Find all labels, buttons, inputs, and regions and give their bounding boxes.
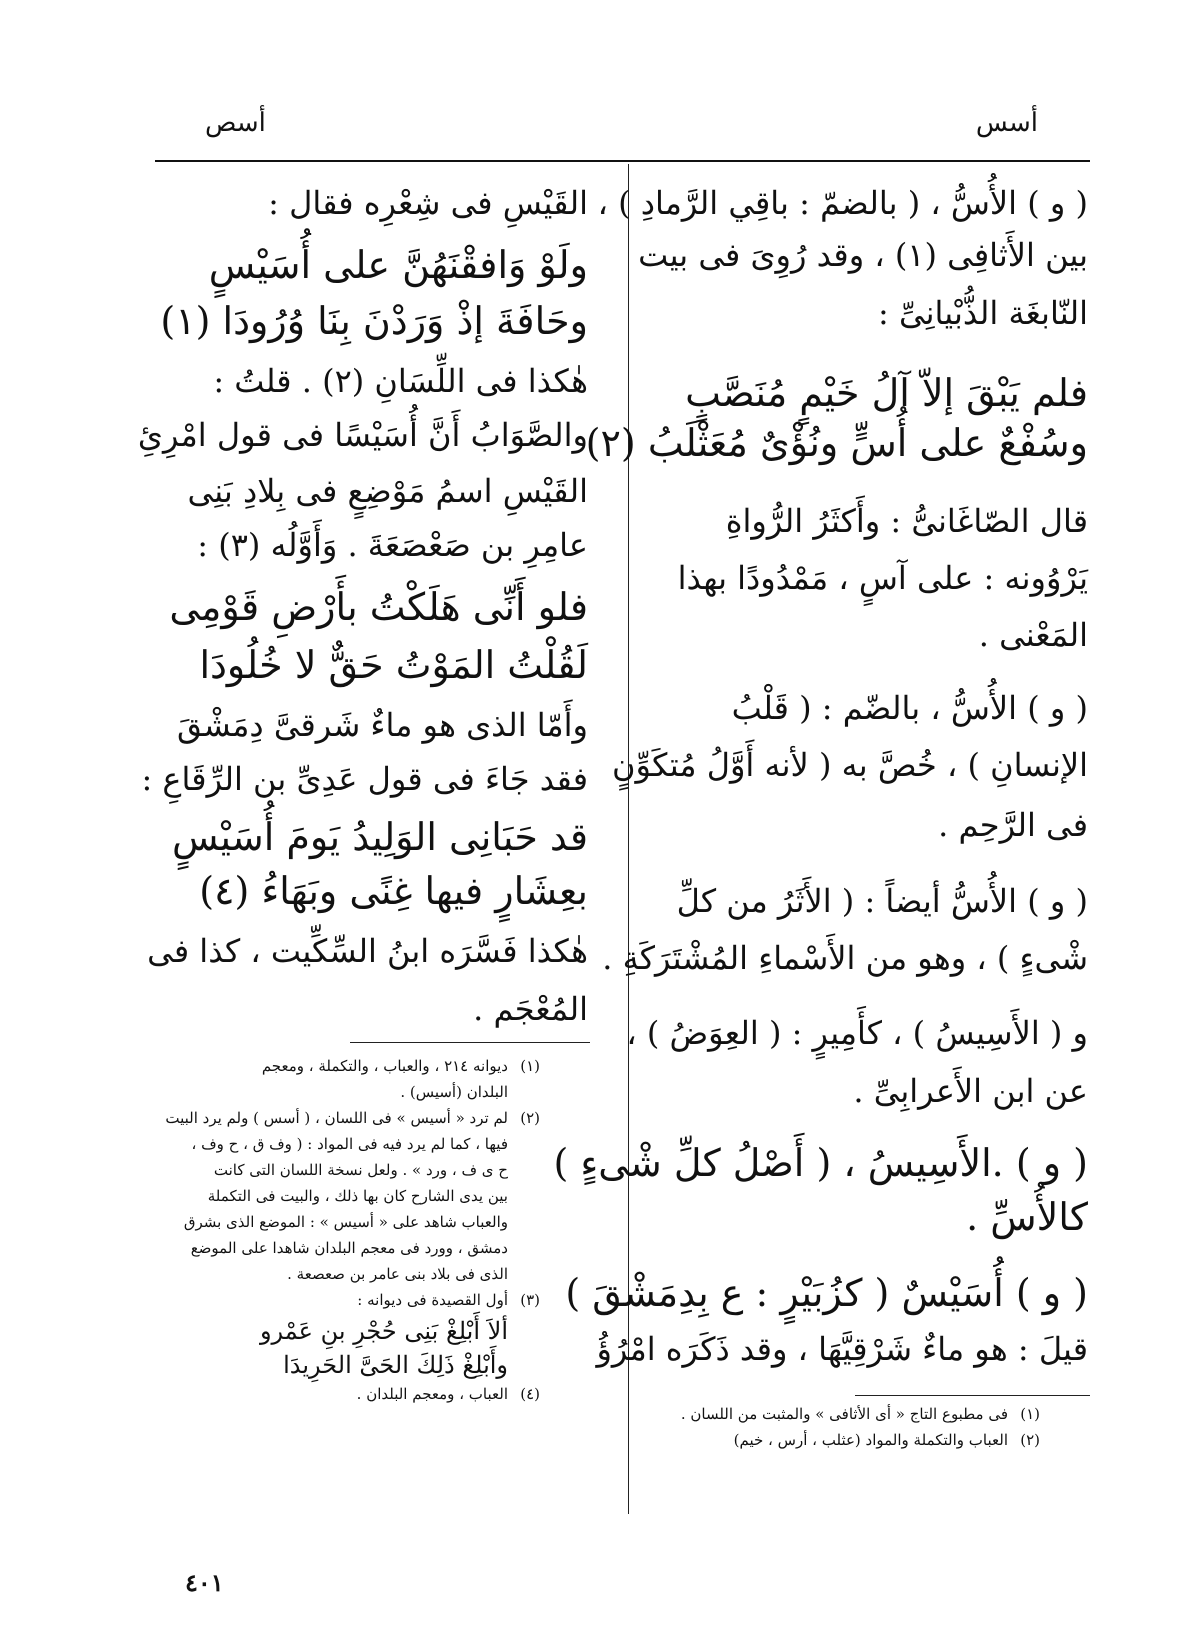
- footnote-text: العباب ، ومعجم البلدان .: [356, 1385, 508, 1403]
- text-line: عامِرِ بن صَعْصَعَةَ . وَأَوَّلُه (٣) :: [197, 526, 588, 564]
- text-line: قد حَبَانِى الوَلِيدُ يَومَ أُسَيْسٍ: [171, 815, 588, 859]
- footnote-line: [120, 1158, 540, 1183]
- footnote-text: والعباب شاهد على « أسيس » : الموضع الذى بشرق: [183, 1213, 508, 1231]
- footnote-number: (١): [520, 1057, 540, 1075]
- text-line: المُعْجَم .: [473, 990, 588, 1028]
- text-line: بعِشَارٍ فيها غِنًى وبَهَاءُ (٤): [199, 869, 588, 913]
- footnote-line: [630, 1402, 1040, 1427]
- text-line: هٰكذا فى اللِّسَانِ (٢) . قلتُ :: [213, 362, 588, 400]
- right-footnote-rule: [855, 1395, 1090, 1396]
- header-rule: [155, 160, 1090, 162]
- footnote-text: ألاَ أَبْلِغْ بَنِى حُجْرِ بنِ عَمْرو: [259, 1317, 508, 1345]
- text-line: فلم يَبْقَ إلاّ آلُ خَيْمٍ مُنَصَّبٍ: [685, 371, 1088, 415]
- footnote-line: [120, 1382, 540, 1407]
- footnote-text: العباب والتكملة والمواد (عثلب ، أرس ، خيم): [733, 1431, 1008, 1449]
- text-line: المَعْنى .: [978, 616, 1088, 654]
- footnote-text: بين يدى الشارح كان بها ذلك ، والبيت فى التكملة: [207, 1187, 508, 1205]
- footnote-number: (٢): [520, 1109, 540, 1127]
- footnote-text: الذى فى بلاد بنى عامر بن صعصعة .: [287, 1265, 508, 1283]
- footnote-line: [120, 1348, 540, 1382]
- text-line: ( و ) أُسَيْسٌ ( كزُبَيْرٍ : ع بِدِمَشْقَ ): [565, 1271, 1088, 1315]
- footnote-text: أول القصيدة فى ديوانه :: [357, 1291, 508, 1309]
- footnote-text: فيها ، كما لم يرد فيه فى المواد : ( وف ق ، ح وف ،: [191, 1135, 508, 1153]
- footnote-text: ديوانه ٢١٤ ، والعباب ، والتكملة ، ومعجم: [261, 1057, 508, 1075]
- header-left-word: أسص: [205, 108, 266, 138]
- text-line: كالأُسِّ .: [966, 1195, 1088, 1239]
- text-line: ( و ) الأُسُّ ، بالضّم : ( قَلْبُ: [731, 689, 1088, 727]
- text-line: ( و ) الأُسُّ ، ( بالضمّ : باقِي الرَّمادِ ) ،: [597, 184, 1088, 222]
- footnote-line: [120, 1054, 540, 1079]
- footnote-text: البلدان (أسيس) .: [400, 1083, 508, 1101]
- text-line: فلو أَنِّى هَلَكْتُ بأَرْضِ قَوْمِى: [169, 585, 588, 629]
- text-line: القَيْسِ اسمُ مَوْضِعٍ فى بِلادِ بَنِى: [187, 472, 588, 510]
- footnote-text: ح ى ف ، ورد » . ولعل نسخة اللسان التى كانت: [213, 1161, 508, 1179]
- footnote-number: (٤): [520, 1385, 540, 1403]
- footnote-text: دمشق ، وورد فى معجم البلدان شاهدا على الموضع: [190, 1239, 508, 1257]
- text-line: عن ابن الأَعرابِىِّ .: [853, 1072, 1088, 1110]
- left-footnote-rule: [350, 1042, 590, 1043]
- page-number: ٤٠١: [185, 1568, 224, 1597]
- text-line: ( و ) .الأَسِيسُ ، ( أَصْلُ كلِّ شْىءٍ ): [553, 1141, 1088, 1185]
- footnote-number: (٣): [520, 1291, 540, 1309]
- footnote-number: (١): [1020, 1405, 1040, 1423]
- text-line: و ( الأَسِيسُ ) ، كأَمِيرٍ : ( العِوَضُ ) ،: [626, 1014, 1088, 1052]
- footnote-line: [120, 1184, 540, 1209]
- footnote-line: [120, 1080, 540, 1105]
- footnote-line: [630, 1428, 1040, 1453]
- footnote-text: لم ترد « أسيس » فى اللسان ، ( أسس ) ولم يرد البيت: [165, 1109, 508, 1127]
- text-line: ولَوْ وَافقْنَهُنَّ على أُسَيْسٍ: [208, 243, 588, 287]
- text-line: النّابغَة الذُّبْيانِىِّ :: [878, 294, 1088, 332]
- footnote-line: [120, 1314, 540, 1348]
- text-line: فى الرَّحِم .: [938, 806, 1088, 844]
- footnote-text: وأَبْلِغْ ذَلِكَ الحَىَّ الحَرِيدَا: [283, 1351, 508, 1379]
- text-line: والصَّوَابُ أَنَّ أُسَيْسًا فى قول امْرِئِ: [137, 416, 588, 454]
- footnote-line: [120, 1106, 540, 1131]
- footnote-number: (٢): [1020, 1431, 1040, 1449]
- footnote-line: [120, 1236, 540, 1261]
- text-line: وحَافَةَ إذْ وَرَدْنَ بِنَا وُرُودَا (١): [160, 299, 588, 343]
- text-line: فقد جَاءَ فى قول عَدِىِّ بن الرِّقَاعِ :: [141, 760, 588, 798]
- text-line: قال الصّاغَانىُّ : وأَكثَرُ الرُّواةِ: [725, 502, 1088, 540]
- header-right-word: أسس: [975, 108, 1038, 138]
- text-line: لَقُلْتُ المَوْتُ حَقٌّ لا خُلُودَا: [199, 643, 588, 687]
- footnote-line: [120, 1132, 540, 1157]
- text-line: يَرْوُونه : على آسٍ ، مَمْدُودًا بهذا: [677, 559, 1088, 597]
- text-line: وأَمّا الذى هو ماءٌ شَرقىَّ دِمَشْقَ: [177, 706, 588, 744]
- text-line: الإنسانِ ) ، خُصَّ به ( لأنه أَوَّلُ مُتكَوِّنٍ: [612, 746, 1088, 784]
- text-line: بين الأَثافِى (١) ، وقد رُوِىَ فى بيت: [638, 236, 1088, 274]
- footnote-text: فى مطبوع التاج « أى الأثافى » والمثبت من اللسان .: [680, 1405, 1008, 1423]
- text-line: قيلَ : هو ماءٌ شَرْقِيَّهَا ، وقد ذَكَرَه امْرُؤُ: [596, 1330, 1088, 1368]
- text-line: وسُفْعٌ على أُسٍّ ونُؤْىٌ مُعَثْلَبُ (٢): [585, 421, 1088, 465]
- text-line: القَيْسِ فى شِعْرِه فقال :: [268, 184, 588, 222]
- text-line: هٰكذا فَسَّرَه ابنُ السِّكِّيت ، كذا فى: [147, 932, 588, 970]
- footnote-line: [120, 1210, 540, 1235]
- footnote-line: [120, 1288, 540, 1313]
- footnote-line: [120, 1262, 540, 1287]
- text-line: شْىءٍ ) ، وهو من الأَسْماءِ المُشْتَرَكَةِ .: [602, 939, 1088, 977]
- text-line: ( و ) الأُسُّ أيضاً : ( الأَثَرُ من كلِّ: [676, 882, 1088, 920]
